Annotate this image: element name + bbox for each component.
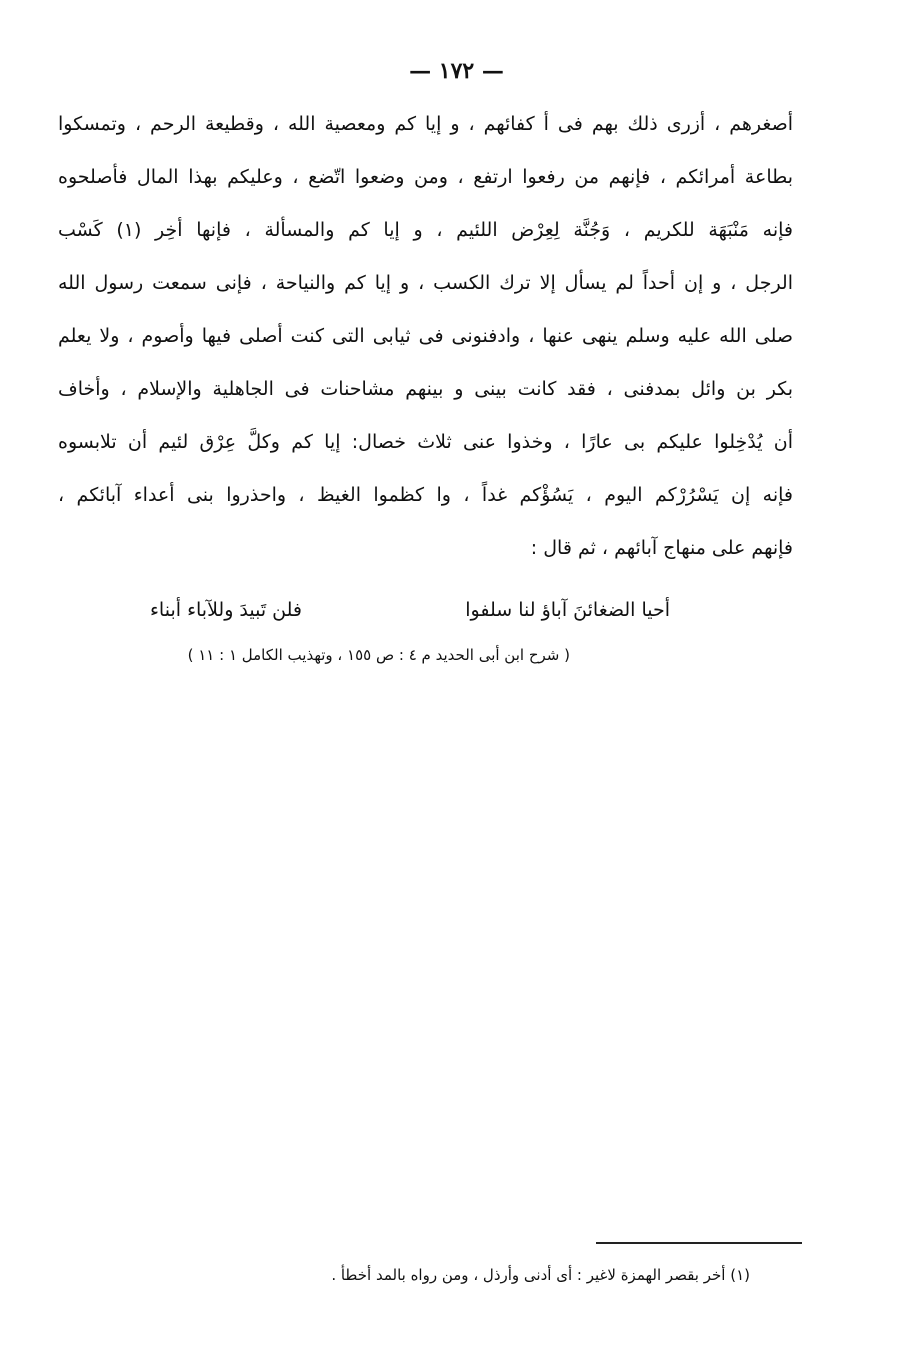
text-line: أصغرهم ، أزرى ذلك بهم فى أ كفائهم ، و إيا كم ومعصية الله ، وقطيعة الرحم ، وتمسكوا [58, 113, 793, 135]
text-line: الرجل ، و إن أحداً لم يسأل إلا ترك الكسب ، و إيا كم والنياحة ، فإنى سمعت رسول الله [58, 272, 793, 294]
text-line: بطاعة أمرائكم ، فإنهم من رفعوا ارتفع ، ومن وضعوا اتّضع ، وعليكم بهذا المال فأصلحوه [58, 166, 793, 188]
page-number: — ١٧٢ — [409, 58, 504, 84]
text-line: بكر بن وائل بمدفنى ، فقد كانت بينى و بينهم مشاحنات فى الجاهلية والإسلام ، وأخاف [58, 378, 793, 400]
verse-second-hemistich: فلن تَبيدَ وللآباء أبناء [150, 599, 303, 621]
footnote-divider [596, 1242, 802, 1244]
footnote: (١) أخر بقصر الهمزة لاغير : أى أدنى وأرذل ، ومن رواه بالمد أخطأ . [331, 1266, 750, 1284]
source-citation: ( شرح ابن أبى الحديد م ٤ : ص ١٥٥ ، وتهذيب الكامل ١ : ١١ ) [187, 646, 570, 664]
verse-first-hemistich: أحيا الضغائنَ آباؤ لنا سلفوا [465, 599, 670, 621]
text-line: فإنهم على منهاج آبائهم ، ثم قال : [530, 537, 793, 559]
text-line: أن يُدْخِلوا عليكم بى عارًا ، وخذوا عنى ثلاث خصال: إيا كم وكلَّ عِرْق لئيم أن تلابسوه [58, 431, 793, 453]
text-line: صلى الله عليه وسلم ينهى عنها ، وادفنونى فى ثيابى التى كنت أصلى فيها وأصوم ، ولا يعلم [58, 325, 793, 347]
text-line: فإنه مَنْبَهَة للكريم ، وَجُنَّة لِعِرْض اللئيم ، و إيا كم والمسألة ، فإنها أخِر (١) كَسْب [58, 219, 793, 241]
poetry-verse [150, 590, 670, 630]
text-line: فإنه إن يَسْرُرْكم اليوم ، يَسُؤْكم غداً ، وا كظموا الغيظ ، واحذروا بنى أعداء آبائكم ، [58, 484, 793, 506]
main-text-block [58, 98, 793, 575]
